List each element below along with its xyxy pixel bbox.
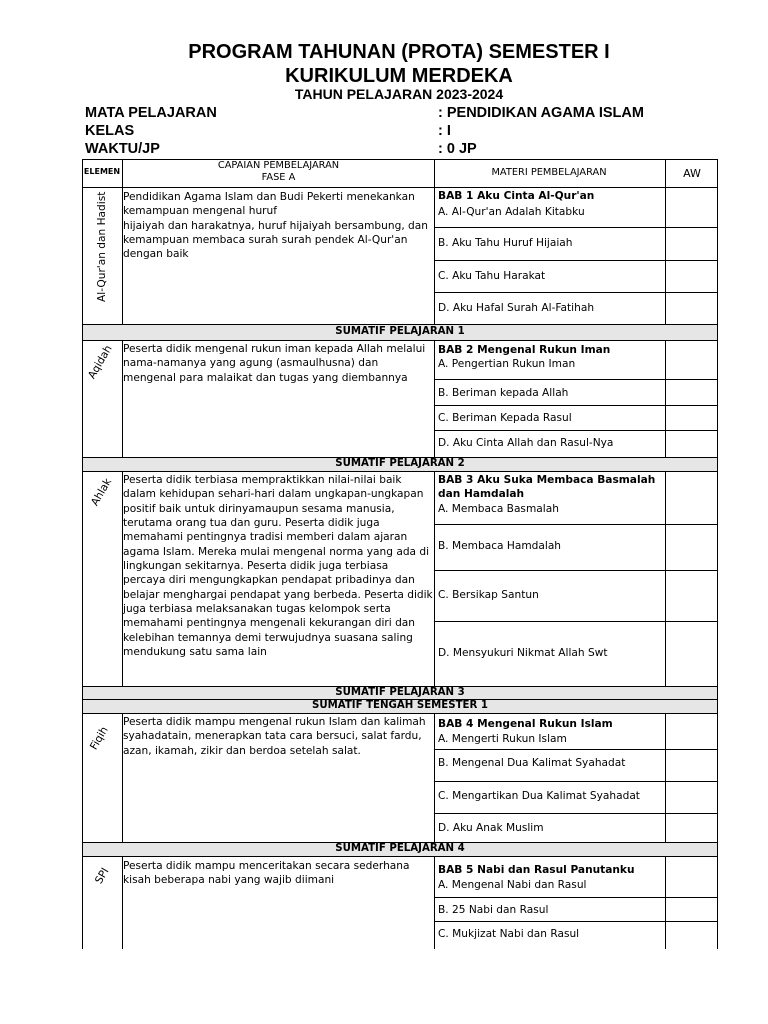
subject-value: : PENDIDIKAN AGAMA ISLAM — [438, 105, 644, 121]
bab-title: BAB 3 Aku Suka Membaca Basmalah dan Hamdalah — [438, 474, 656, 501]
bab-title: BAB 5 Nabi dan Rasul Panutanku — [438, 864, 635, 876]
elemen-label: Fiqih — [88, 724, 111, 752]
header-materi: MATERI PEMBELAJARAN — [491, 167, 607, 178]
sumatif-row: SUMATIF PELAJARAN 4 — [335, 843, 465, 854]
materi-item: C. Mengartikan Dua Kalimat Syahadat — [438, 790, 640, 802]
capaian-text: Peserta didik terbiasa mempraktikkan nilai-nilai baik dalam kehidupan sehari-hari dalam ungkapan-ungkapan positif baik untuk dirinyamaupun sesama manusia, terutama orang tua dan guru. Peserta didik juga memahami pentingnya tradisi memberi dalam ajaran agama Islam. Mereka mulai mengenal norma yang ada di lingkungan sekitarnya. Peserta didik juga terbiasa percaya diri mengungkapkan pendapat pribadinya dan belajar menghargai pendapat yang berbeda. Peserta didik juga terbiasa melaksanakan tugas kelompok serta memahami pentingnya mengenali kekurangan diri dan kelebihan temannya demi terwujudnya suasana saling mendukung satu sama lain — [123, 474, 433, 659]
capaian-text: Peserta didik mengenal rukun iman kepada Allah melalui nama-namanya yang agung (asmaulhusna) dan mengenal para malaikat dan tugas yang diembannya — [123, 343, 426, 384]
capaian-text: Pendidikan Agama Islam dan Budi Pekerti menekankan kemampuan mengenal huruf hijaiyah dan harakatnya, huruf hijaiyah bersambung, dan kemampuan membaca surah surah pendek Al-Qur'an dengan baik — [123, 191, 428, 261]
document-title: PROGRAM TAHUNAN (PROTA) SEMESTER I — [188, 41, 610, 63]
header-capaian — [123, 160, 434, 183]
materi-item: A. Membaca Basmalah — [438, 503, 559, 515]
class-label: KELAS — [85, 123, 135, 139]
materi-item: C. Bersikap Santun — [438, 589, 539, 601]
sumatif-row: SUMATIF TENGAH SEMESTER 1 — [312, 700, 488, 711]
subject-label: MATA PELAJARAN — [85, 105, 217, 121]
materi-item: D. Aku Anak Muslim — [438, 822, 544, 834]
materi-item: C. Mukjizat Nabi dan Rasul — [438, 928, 580, 940]
materi-item: D. Aku Hafal Surah Al-Fatihah — [438, 302, 595, 314]
materi-item: A. Mengenal Nabi dan Rasul — [438, 879, 587, 891]
sumatif-row: SUMATIF PELAJARAN 1 — [335, 326, 465, 337]
bab-title: BAB 2 Mengenal Rukun Iman — [438, 344, 611, 356]
materi-item: B. Membaca Hamdalah — [438, 540, 562, 552]
time-label: WAKTU/JP — [85, 141, 160, 157]
sumatif-row: SUMATIF PELAJARAN 3 — [335, 687, 465, 698]
prota-table — [82, 159, 718, 949]
sumatif-row: SUMATIF PELAJARAN 2 — [335, 458, 465, 469]
elemen-label: SPI — [93, 865, 112, 886]
materi-item: A. Pengertian Rukun Iman — [438, 358, 576, 370]
materi-item: B. 25 Nabi dan Rasul — [438, 904, 549, 916]
capaian-text: Peserta didik mampu mengenal rukun Islam dan kalimah syahadatain, menerapkan tata cara bersuci, salat fardu, azan, ikamah, zikir dan berdoa setelah salat. — [123, 716, 426, 757]
materi-item: C. Beriman Kepada Rasul — [438, 412, 572, 424]
class-value: : I — [438, 123, 451, 139]
header-capaian-line2: FASE A — [261, 172, 296, 183]
document-subtitle: KURIKULUM MERDEKA — [285, 65, 513, 87]
materi-item: B. Aku Tahu Huruf Hijaiah — [438, 237, 573, 249]
header-elemen: ELEMEN — [83, 167, 121, 176]
materi-item: B. Mengenal Dua Kalimat Syahadat — [438, 757, 626, 769]
materi-item: B. Beriman kepada Allah — [438, 387, 569, 399]
materi-item: C. Aku Tahu Harakat — [438, 270, 546, 282]
bab-title: BAB 4 Mengenal Rukun Islam — [438, 718, 613, 730]
materi-item: D. Mensyukuri Nikmat Allah Swt — [438, 647, 608, 659]
time-value: : 0 JP — [438, 141, 477, 157]
elemen-label: Ahlak — [89, 476, 115, 508]
bab-title: BAB 1 Aku Cinta Al-Qur'an — [438, 190, 595, 202]
elemen-label: Al-Qur'an dan Hadist — [96, 191, 108, 302]
materi-item: A. Al-Qur'an Adalah Kitabku — [438, 206, 585, 218]
materi-item: D. Aku Cinta Allah dan Rasul-Nya — [438, 437, 614, 449]
capaian-text: Peserta didik mampu menceritakan secara sederhana kisah beberapa nabi yang wajib diimani — [123, 860, 410, 887]
elemen-label: Aqidah — [86, 343, 115, 381]
materi-item: A. Mengerti Rukun Islam — [438, 733, 567, 745]
header-capaian-line1: CAPAIAN PEMBELAJARAN — [217, 160, 340, 171]
header-aw: AW — [683, 167, 701, 180]
academic-year: TAHUN PELAJARAN 2023-2024 — [294, 86, 504, 102]
